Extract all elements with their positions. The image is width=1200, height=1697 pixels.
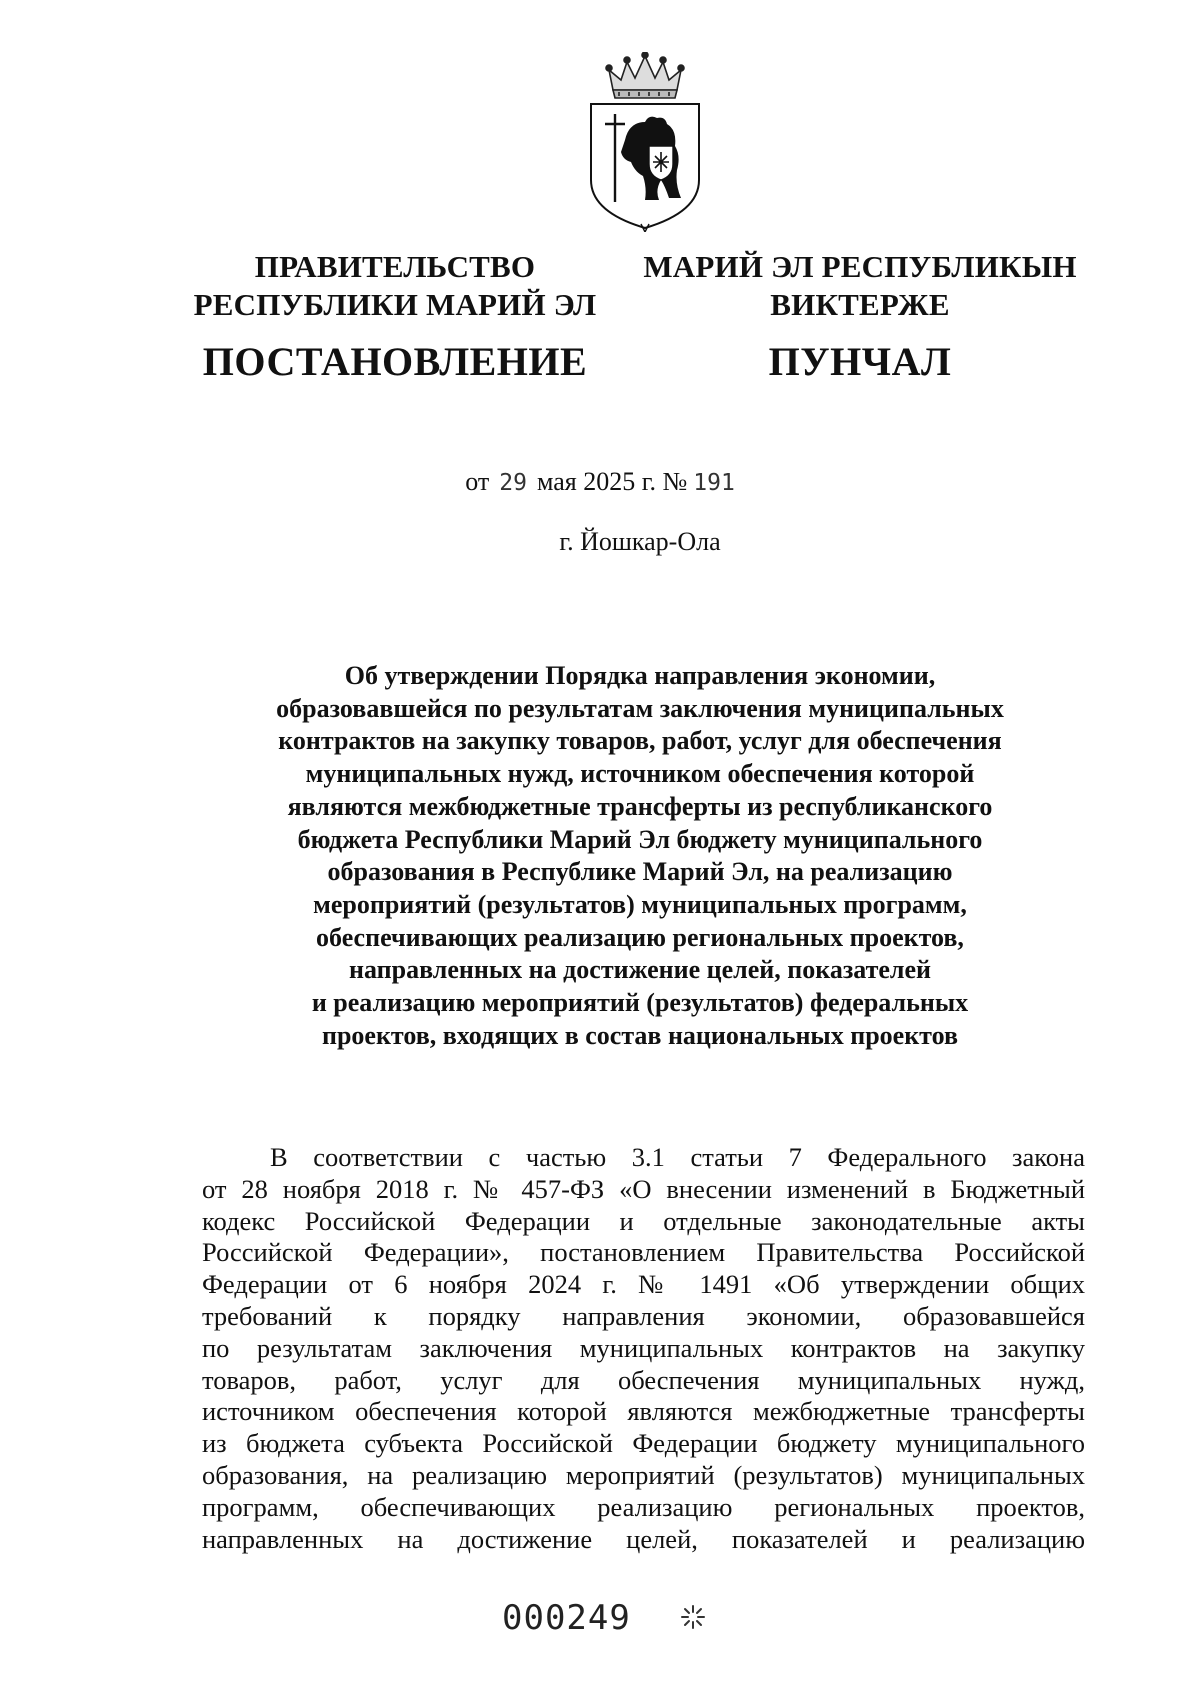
- city-line: г. Йошкар-Ола: [559, 527, 721, 556]
- body-line: Федерации от 6 ноября 2024 г. № 1491 «Об утверждении общих: [202, 1269, 1085, 1300]
- subject-line: образования в Республике Марий Эл, на реализацию: [327, 857, 953, 887]
- body-line: по результатам заключения муниципальных контрактов на закупку: [202, 1332, 1085, 1363]
- date-day: 29: [499, 470, 527, 496]
- body-line: из бюджета субъекта Российской Федерации бюджету муниципального: [202, 1428, 1085, 1459]
- document-number: 191: [693, 470, 735, 496]
- government-name-line1: ПРАВИТЕЛЬСТВО: [254, 249, 536, 284]
- government-name-mari-line2: ВИКТЕРЖЕ: [770, 287, 950, 322]
- document-subject-heading: [200, 660, 1080, 1052]
- body-line: Российской Федерации», постановлением Правительства Российской: [202, 1237, 1085, 1268]
- document-type-title-mari: ПУНЧАЛ: [768, 339, 952, 384]
- document-body: [202, 1142, 1085, 1555]
- subject-line: обеспечивающих реализацию региональных проектов,: [316, 922, 964, 952]
- government-name-line2: РЕСПУБЛИКИ МАРИЙ ЭЛ: [193, 287, 597, 322]
- body-line: от 28 ноября 2018 г. № 457-ФЗ «О внесении изменений в Бюджетный: [202, 1173, 1085, 1204]
- coat-of-arms-emblem: [585, 52, 705, 232]
- subject-line: бюджета Республики Марий Эл бюджету муниципального: [297, 824, 983, 854]
- subject-line: Об утверждении Порядка направления экономии,: [344, 661, 936, 690]
- subject-line: являются межбюджетные трансферты из республиканского: [287, 791, 993, 821]
- body-line: направленных на достижение целей, показателей и реализацию: [202, 1523, 1085, 1554]
- body-line: товаров, работ, услуг для обеспечения муниципальных нужд,: [202, 1364, 1085, 1395]
- body-line: образования, на реализацию мероприятий (результатов) муниципальных: [202, 1459, 1085, 1490]
- subject-line: контрактов на закупку товаров, работ, услуг для обеспечения: [278, 726, 1002, 756]
- subject-line: проектов, входящих в состав национальных проектов: [321, 1020, 959, 1050]
- subject-line: муниципальных нужд, источником обеспечения которой: [305, 759, 975, 789]
- date-month-year: мая 2025 г. №: [536, 467, 688, 496]
- body-line: источником обеспечения которой являются межбюджетные трансферты: [202, 1396, 1085, 1427]
- document-type-title: ПОСТАНОВЛЕНИЕ: [202, 339, 588, 384]
- crown-icon: [606, 52, 684, 98]
- subject-line: образовавшейся по результатам заключения муниципальных: [276, 693, 1004, 723]
- subject-line: и реализацию мероприятий (результатов) федеральных: [311, 988, 969, 1018]
- subject-line: мероприятий (результатов) муниципальных программ,: [313, 889, 967, 919]
- ornament-shield-icon: [649, 146, 673, 180]
- serial-number: 000249: [502, 1598, 631, 1638]
- asterisk-mark-icon: [680, 1604, 706, 1630]
- subject-line: направленных на достижение целей, показателей: [348, 955, 932, 985]
- body-line: В соответствии с частью 3.1 статьи 7 Федерального закона: [270, 1142, 1085, 1172]
- date-number-line: [0, 466, 1200, 499]
- body-line: кодекс Российской Федерации и отдельные законодательные акты: [202, 1205, 1085, 1236]
- date-prefix: от: [465, 467, 490, 496]
- body-line: требований к порядку направления экономии, образовавшейся: [202, 1300, 1085, 1331]
- body-line: программ, обеспечивающих реализацию региональных проектов,: [202, 1491, 1085, 1522]
- header-left-ru: [175, 248, 615, 386]
- header-right-mari: [640, 248, 1080, 386]
- government-name-mari-line1: МАРИЙ ЭЛ РЕСПУБЛИКЫН: [643, 249, 1077, 284]
